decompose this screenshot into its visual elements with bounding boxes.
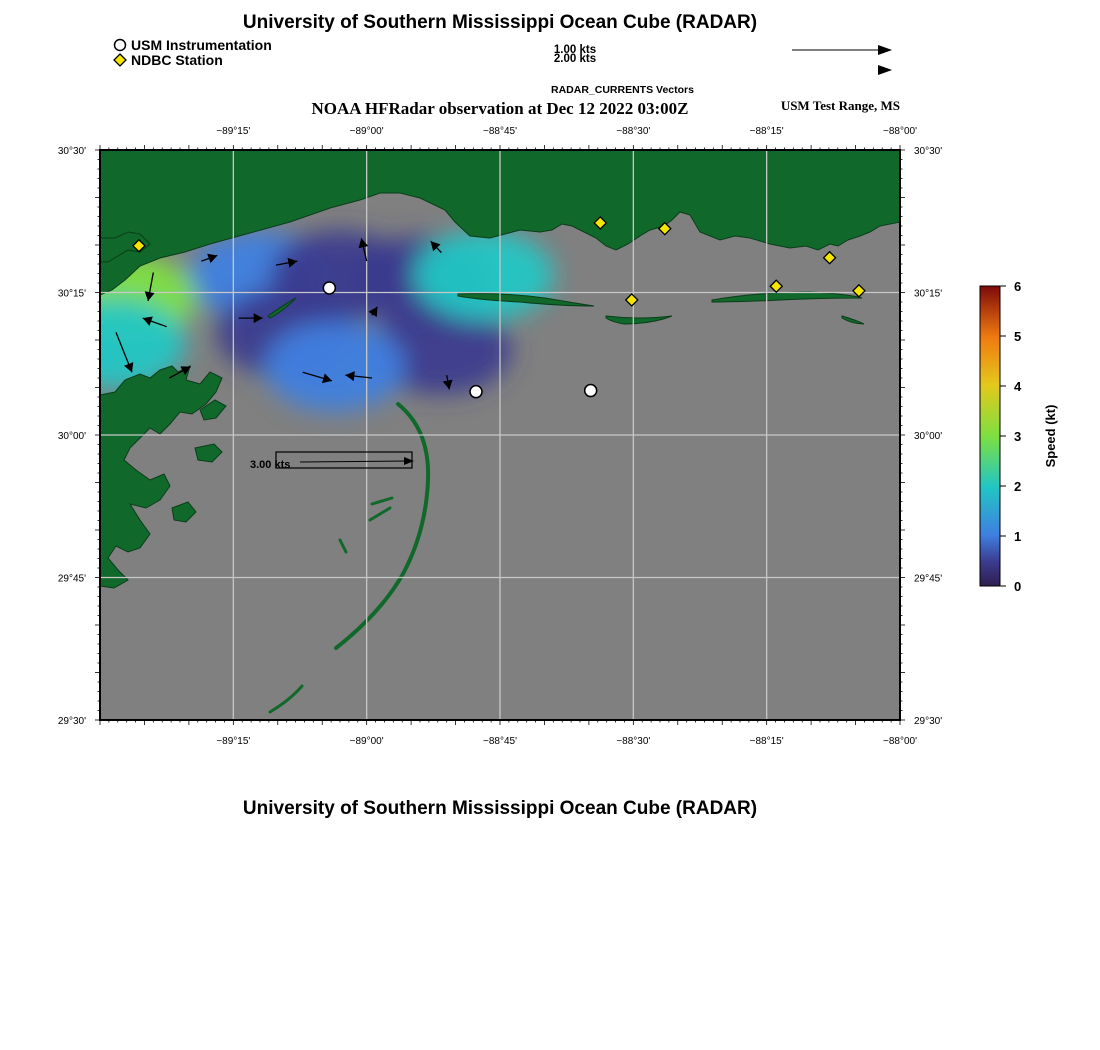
bottom-title: University of Southern Mississippi Ocean Cube (RADAR) — [242, 798, 758, 819]
vector-scale-caption: RADAR_CURRENTS Vectors — [551, 84, 694, 96]
colorbar-tick-label: 3 — [1014, 429, 1022, 444]
lon-tick-label: −88°45' — [483, 126, 517, 137]
lat-tick-label: 29°30' — [57, 716, 86, 727]
colorbar-tick-label: 0 — [1014, 579, 1022, 594]
map-title: NOAA HFRadar observation at Dec 12 2022 03:00Z — [311, 99, 689, 118]
lon-tick-label: −89°00' — [349, 126, 384, 137]
lat-tick-label: 29°30' — [914, 716, 943, 727]
lat-tick-label: 29°45' — [914, 573, 943, 585]
usm-station-icon — [470, 386, 482, 398]
lat-tick-label: 30°00' — [914, 431, 943, 442]
colorbar — [970, 280, 1070, 600]
legend-usm-label: USM Instrumentation — [131, 37, 272, 53]
colorbar-tick-label: 4 — [1014, 379, 1022, 394]
lon-tick-label: −88°00' — [883, 736, 917, 747]
lon-tick-label: −88°00' — [883, 126, 917, 137]
lat-tick-label: 30°00' — [57, 431, 86, 442]
legend-ndbc-label: NDBC Station — [131, 52, 223, 68]
lon-tick-label: −88°30' — [616, 126, 651, 137]
lat-tick-label: 30°30' — [914, 146, 943, 157]
lat-tick-label: 30°30' — [57, 146, 86, 157]
page-title: University of Southern Mississippi Ocean Cube (RADAR) — [242, 12, 758, 33]
usm-station-icon — [323, 282, 335, 294]
lat-tick-label: 30°15' — [57, 288, 86, 300]
colorbar-gradient — [980, 286, 1000, 586]
speed-cell — [265, 322, 405, 412]
inset-scale-label: 3.00 kts — [250, 459, 291, 471]
lon-tick-label: −89°15' — [216, 736, 251, 747]
lat-tick-label: 30°15' — [914, 288, 943, 300]
scale-label-2: 2.00 kts — [553, 53, 597, 65]
lat-tick-label: 29°45' — [57, 573, 86, 585]
colorbar-tick-label: 5 — [1014, 329, 1022, 344]
lon-tick-label: −88°15' — [749, 126, 784, 137]
colorbar-tick-label: 2 — [1014, 479, 1022, 494]
lon-tick-label: −89°00' — [349, 736, 384, 747]
colorbar-label: Speed (kt) — [1043, 404, 1058, 468]
usm-station-icon — [585, 385, 597, 397]
colorbar-tick-label: 1 — [1014, 529, 1022, 544]
map-region: USM Test Range, MS — [780, 98, 900, 113]
lon-tick-label: −88°30' — [616, 736, 651, 747]
lon-tick-label: −89°15' — [216, 126, 251, 137]
lon-tick-label: −88°15' — [749, 736, 784, 747]
lon-tick-label: −88°45' — [483, 736, 517, 747]
colorbar-ticks — [1000, 280, 1022, 594]
scale-label-1: 1.00 kts — [553, 44, 597, 56]
colorbar-tick-label: 6 — [1014, 280, 1022, 294]
